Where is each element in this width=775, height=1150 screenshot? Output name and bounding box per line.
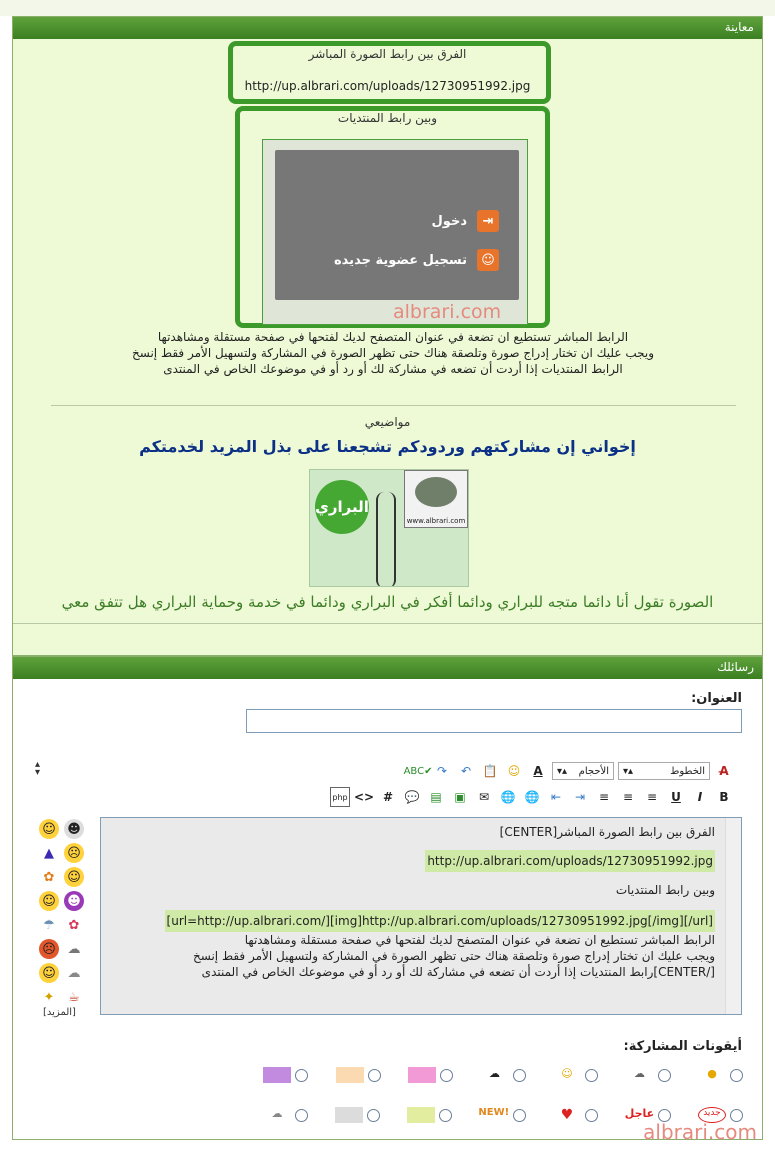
- thumbs-smiley-icon: ☺: [561, 1067, 573, 1080]
- smiley-happy-icon[interactable]: ☺: [39, 819, 59, 839]
- albrari-logo: البراري: [315, 480, 369, 534]
- signature-heading: إخواني إن مشاركتهم وردودكم تشجعنا على بذل المزيد لخدمتكم: [139, 437, 636, 456]
- rain-cloud-icon: ☁: [271, 1107, 283, 1120]
- editor-line-bbcode: [url=http://up.albrari.com/][img]http://up.albrari.com/uploads/12730951992.jpg[/img][/url]: [165, 910, 715, 932]
- handshake-icon: [415, 477, 457, 507]
- title-input[interactable]: [246, 709, 742, 733]
- editor-line-3: وبين رابط المنتديات: [615, 883, 715, 897]
- editor-line-6: ويجب عليك ان تختار إدراج صورة وتلصقة هناك حتى تظهر الصورة في المشاركة ولتسهيل الأمر فقط إنسخ: [193, 949, 715, 963]
- title-label: العنوان:: [691, 691, 742, 706]
- login-icon: ⇥: [477, 210, 499, 232]
- urgent-icon: عاجل: [624, 1107, 655, 1120]
- font-color-icon[interactable]: A: [533, 764, 543, 778]
- undo-icon[interactable]: ↶: [460, 764, 472, 778]
- smiley-hat-icon[interactable]: ☻: [64, 819, 84, 839]
- align-center-icon[interactable]: ≡: [622, 790, 634, 804]
- smiley-storm-icon[interactable]: ☁: [67, 941, 81, 957]
- align-left-icon[interactable]: ≡: [598, 790, 610, 804]
- smiley-sad-icon[interactable]: ☹: [64, 843, 84, 863]
- code-icon[interactable]: <>: [353, 790, 375, 804]
- editor-line-5: الرابط المباشر تستطيع ان تضعة في عنوان المتصفح لديك لفتحها في صفحة مستقلة ومشاهدتها: [244, 933, 715, 947]
- editor-line-url: http://up.albrari.com/uploads/12730951992.jpg: [425, 850, 715, 872]
- login-label: دخول: [431, 213, 467, 229]
- paste-icon[interactable]: 📋: [482, 764, 498, 778]
- smiley-devil-icon[interactable]: ☻: [64, 891, 84, 911]
- smiley-drink-icon[interactable]: ☕: [68, 989, 80, 1005]
- smiley-rose-icon[interactable]: ✿: [68, 917, 80, 933]
- outdent-icon[interactable]: ⇤: [550, 790, 562, 804]
- cropped-top-strip: [0, 0, 775, 16]
- more-smilies-link[interactable]: [المزيد]: [43, 1007, 76, 1018]
- quote-icon[interactable]: 💬: [404, 790, 420, 804]
- smiley-flower-icon[interactable]: ✿: [43, 869, 55, 885]
- yellow-label-icon: [407, 1107, 435, 1123]
- thought-smiley-icon: ☁: [489, 1067, 500, 1080]
- smiley-rain-icon[interactable]: ☂: [43, 917, 55, 933]
- preview-bottom-divider: [13, 623, 762, 624]
- post-icon-radio[interactable]: [440, 1069, 453, 1082]
- italic-icon[interactable]: I: [697, 790, 703, 804]
- register-label: تسجيل عضوية جديده: [334, 252, 467, 268]
- smiley-laugh-icon[interactable]: ☺: [39, 963, 59, 983]
- redo-icon[interactable]: ↷: [436, 764, 448, 778]
- post-icon-radio[interactable]: [585, 1109, 598, 1122]
- php-icon[interactable]: php: [330, 787, 350, 807]
- post-icon-radio[interactable]: [439, 1109, 452, 1122]
- storm-cloud-icon: ☁: [634, 1067, 645, 1080]
- post-icons-label: أيقونات المشاركة:: [623, 1039, 742, 1054]
- new-text-icon: NEW!: [478, 1107, 510, 1118]
- signature-label: مواضيعي: [364, 415, 411, 429]
- spellcheck-icon[interactable]: ABC✔: [403, 765, 433, 777]
- preview-body-line1: الرابط المباشر تستطيع ان تضعة في عنوان المتصفح لديك لفتحها في صفحة مستقلة ومشاهدتها: [157, 330, 629, 344]
- post-icon-radio[interactable]: [513, 1109, 526, 1122]
- smiley-select-icon[interactable]: ☺: [507, 764, 521, 778]
- editor-scrollbar[interactable]: [725, 818, 741, 1014]
- signature-divider: [51, 405, 736, 406]
- toolbar-row-2: [330, 786, 734, 808]
- peach-label-icon: [336, 1067, 364, 1083]
- smiley-wizard-icon[interactable]: ▲: [44, 845, 54, 861]
- smiley-wink-icon[interactable]: ☺: [39, 891, 59, 911]
- post-icon-radio[interactable]: [368, 1069, 381, 1082]
- preview-url: http://up.albrari.com/uploads/12730951992.jpg: [244, 79, 531, 93]
- post-icon-radio[interactable]: [585, 1069, 598, 1082]
- heart-icon: ♥: [560, 1107, 574, 1123]
- post-icon-radio[interactable]: [295, 1109, 308, 1122]
- smiley-angry-icon[interactable]: ☹: [39, 939, 59, 959]
- walking-man-figure: [376, 492, 396, 587]
- preview-line2: وبين رابط المنتديات: [337, 111, 438, 125]
- preview-body-line3: الرابط المنتديات إذا أردت أن تضعه في مشاركة لك أو رد أو في موضوعك الخاص في المنتدى: [163, 362, 623, 376]
- gray-label-icon: [335, 1107, 363, 1123]
- watermark-preview: albrari.com: [393, 301, 502, 323]
- smiley-cloud-icon[interactable]: ☁: [67, 965, 81, 981]
- insert-link-icon[interactable]: 🌐: [524, 790, 540, 804]
- preview-header: معاينة: [13, 17, 762, 39]
- email-icon[interactable]: ✉: [478, 790, 490, 804]
- highlight-box-url: [228, 41, 551, 104]
- remove-format-icon[interactable]: A̶: [719, 764, 729, 778]
- preview-panel: [12, 16, 763, 656]
- message-editor[interactable]: [100, 817, 742, 1015]
- purple-label-icon: [263, 1067, 291, 1083]
- font-select[interactable]: الخطوط ▴▾: [618, 762, 710, 780]
- align-right-icon[interactable]: ≡: [646, 790, 658, 804]
- message-panel: [12, 656, 763, 1140]
- post-icons-row-1: [263, 1067, 743, 1083]
- signature-caption: الصورة تقول أنا دائما متجه للبراري ودائما أفكر في البراري ودائما في خدمة وحماية البراري هل تتفق معي: [61, 593, 714, 611]
- toolbar-row-1: [403, 760, 734, 782]
- indent-icon[interactable]: ⇥: [574, 790, 586, 804]
- editor-line-7: [/CENTER]رابط المنتديات إذا أردت أن تضعه في مشاركة لك أو رد أو في موضوعك الخاص في المنتدى: [201, 965, 715, 979]
- resize-editor-icon[interactable]: ▴ ▾: [35, 759, 41, 778]
- post-icon-radio[interactable]: [367, 1109, 380, 1122]
- smiley-bee-icon[interactable]: ✦: [43, 989, 55, 1005]
- insert-image-icon[interactable]: ▣: [454, 790, 466, 804]
- lightbulb-icon: ●: [707, 1067, 717, 1080]
- post-icon-radio[interactable]: [295, 1069, 308, 1082]
- message-header: رسائلك: [13, 657, 762, 679]
- login-screenshot-image: [262, 139, 528, 325]
- signature-picture: [309, 469, 469, 587]
- post-icon-radio[interactable]: [730, 1069, 743, 1082]
- hash-icon[interactable]: #: [382, 790, 394, 804]
- smiley-grin-icon[interactable]: ☺: [64, 867, 84, 887]
- preview-line1: الفرق بين رابط الصورة المباشر: [308, 47, 467, 61]
- watermark-bottom: albrari.com: [643, 1120, 757, 1144]
- post-icon-radio[interactable]: [513, 1069, 526, 1082]
- post-icon-radio[interactable]: [658, 1069, 671, 1082]
- handshake-badge: www.albrari.com: [404, 470, 468, 528]
- bold-icon[interactable]: B: [719, 790, 729, 804]
- preview-body-line2: ويجب عليك ان تختار إدراج صورة وتلصقة هناك حتى تظهر الصورة في المشاركة ولتسهيل الأمر فقط إنسخ: [132, 346, 654, 360]
- insert-video-icon[interactable]: ▤: [430, 790, 442, 804]
- pink-label-icon: [408, 1067, 436, 1083]
- user-icon: ☺: [477, 249, 499, 271]
- remove-link-icon[interactable]: 🌐: [500, 790, 516, 804]
- smilies-box: [39, 819, 89, 1007]
- editor-line-1: الفرق بين رابط الصورة المباشر[CENTER]: [499, 825, 715, 839]
- new-badge-icon: جديد: [698, 1107, 726, 1123]
- underline-icon[interactable]: U: [671, 790, 681, 804]
- size-select[interactable]: الأحجام ▴▾: [552, 762, 614, 780]
